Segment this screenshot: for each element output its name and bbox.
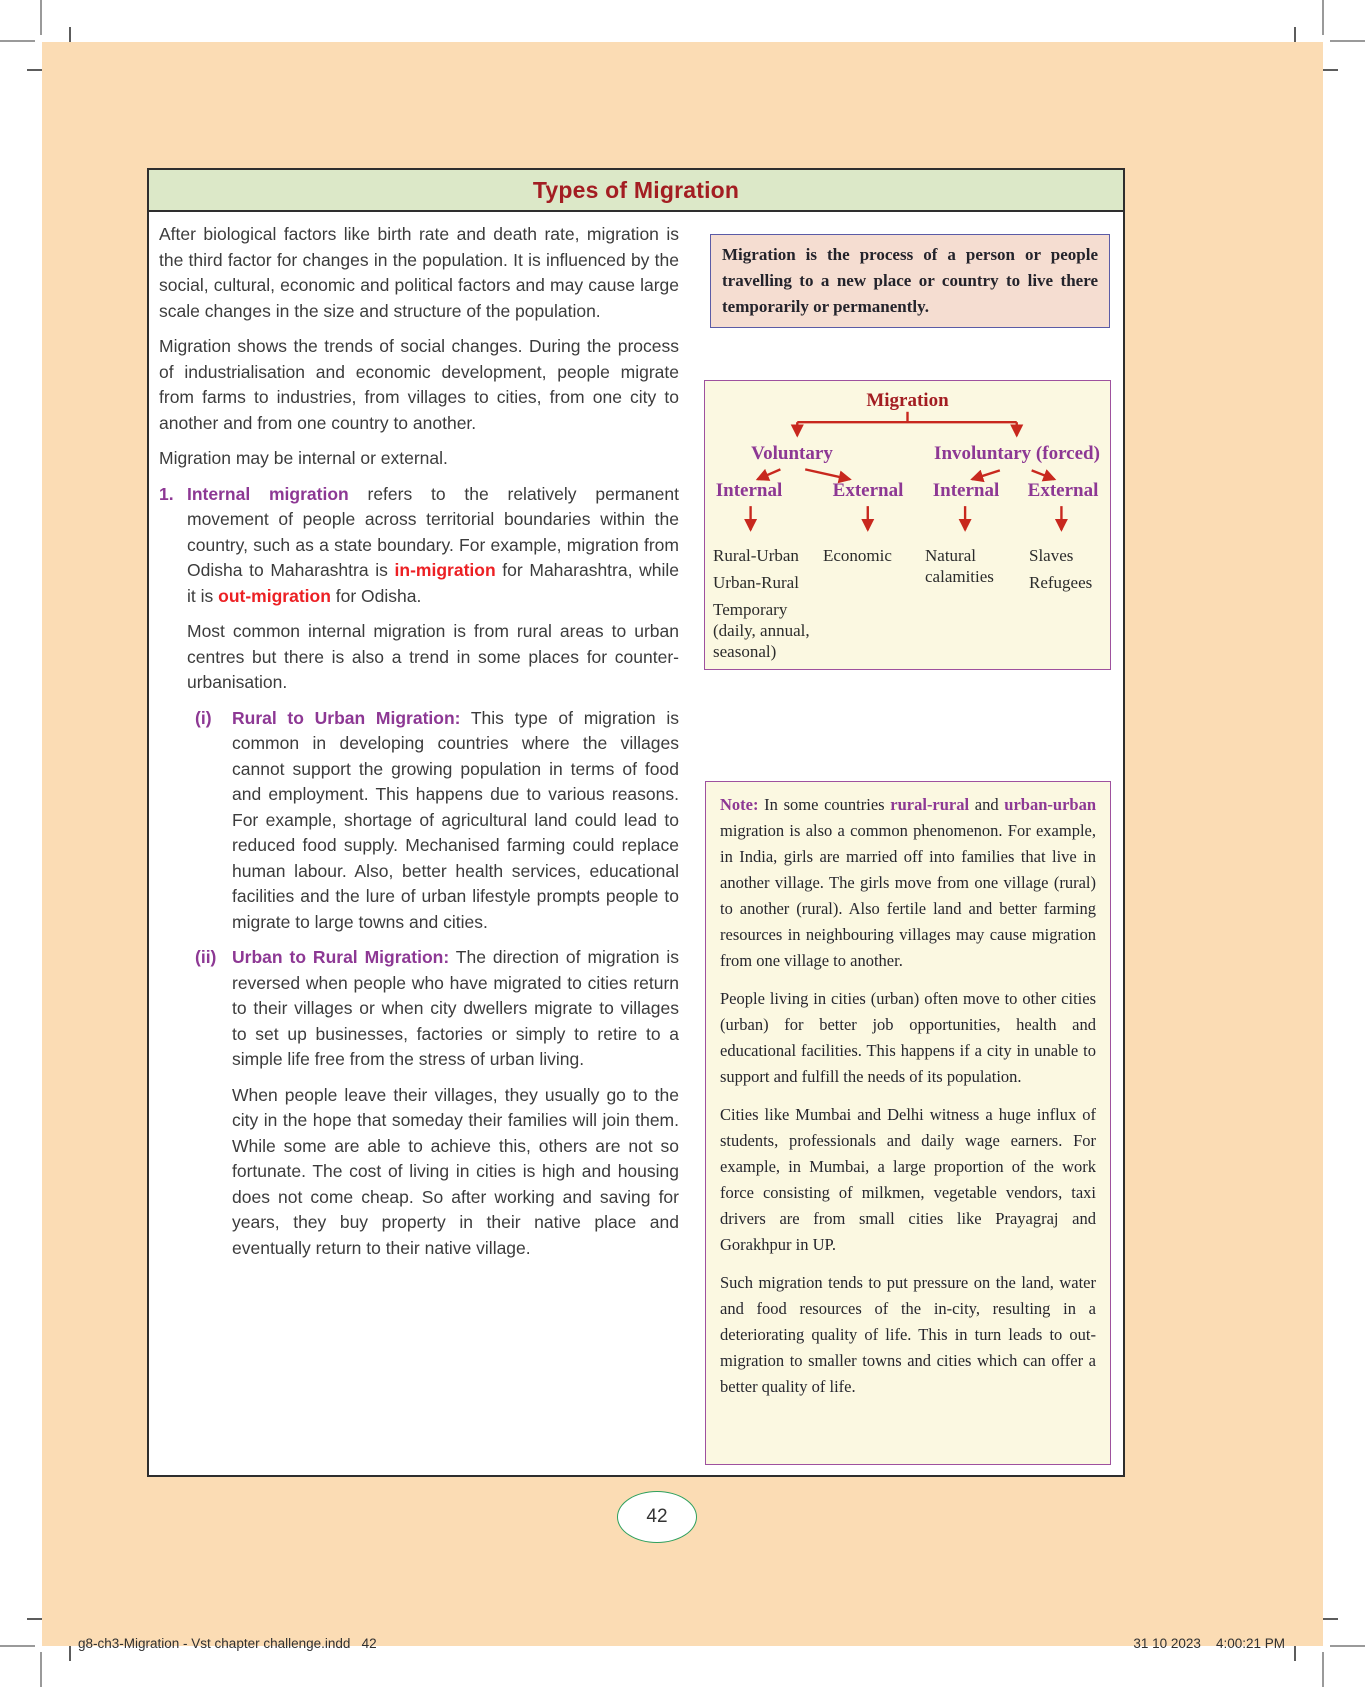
section-header [149, 170, 1123, 212]
note-paragraph-4: Such migration tends to put pressure on the land, water and food resources of the in-city, resulting in a deteriorating quality of life. This in turn leads to out-migration to smaller towns and cities which can offer a better quality of life. [720, 1273, 1096, 1396]
flowchart-voluntary-label: Voluntary [751, 443, 833, 464]
leaf-item: Urban-Rural [713, 573, 799, 592]
footer-filename: g8-ch3-Migration - Vst chapter challenge.indd 42 [78, 1636, 377, 1651]
content-frame [147, 168, 1125, 1477]
flowchart-leaf-involuntary-external [1029, 545, 1113, 599]
flowchart-involuntary-internal-label: Internal [932, 480, 1000, 501]
flowchart-involuntary-label: Involuntary (forced) [934, 443, 1100, 464]
term-urban-to-rural: Urban to Rural Migration: [232, 947, 450, 967]
migration-flowchart [704, 380, 1111, 670]
flowchart-voluntary-external-label: External [832, 480, 904, 501]
paragraph-internal-external: Migration may be internal or external. [159, 448, 448, 468]
crop-mark [1330, 40, 1365, 42]
crop-mark [40, 0, 42, 35]
sub-item-text: The direction of migration is reversed when people who have migrated to cities return to their villages or when city dwellers migrate to villages to set up businesses, factories or simply to retire to a simple life free from the stress of urban living. [232, 947, 679, 1069]
note-text: In some countries [758, 795, 891, 814]
note-paragraph-1 [720, 792, 1096, 974]
leaf-item: Economic [823, 546, 892, 565]
note-paragraph-2: People living in cities (urban) often move to other cities (urban) for better job opportunities, health and educational facilities. This happens if a city in unable to support and fulfill the needs of its population. [720, 989, 1096, 1086]
flowchart-voluntary-internal-label: Internal [715, 480, 783, 501]
sub-item-text: This type of migration is common in developing countries where the villages cannot support the growing population in terms of food and employment. This happens due to various reasons. For example, shortage of agricultural land could lead to reduced food supply. Mechanised farming could replace human labour. Also, better health services, educational facilities and the lure of urban lifestyle prompts people to migrate to large towns and cities. [232, 707, 680, 932]
term-in-migration: in-migration [394, 560, 496, 580]
flowchart-root-label: Migration [866, 390, 949, 411]
list-item-text: for Odisha. [330, 585, 422, 606]
crop-mark [40, 1652, 42, 1687]
note-box [705, 781, 1111, 1465]
term-internal-migration: Internal migration [187, 483, 349, 504]
list-item-text: refers to the relatively permanent movement of people across territorial boundaries within the country, such as a state boundary. For example, migration from Odisha to Maharashtra is [187, 483, 679, 580]
note-text: and [969, 795, 1005, 814]
sub-item-marker: (ii) [195, 947, 217, 967]
page-title: Types of Migration [532, 176, 740, 203]
note-paragraph-3: Cities like Mumbai and Delhi witness a huge influx of students, professionals and daily wage earners. For example, in Mumbai, a large proportion of the work force consisting of milkmen, vegetable vendors, taxi drivers are from small cities like Prayagraj and Gorakhpur in UP. [720, 1105, 1096, 1254]
term-rural-to-urban: Rural to Urban Migration: [232, 707, 461, 728]
sub-item-urban-to-rural [159, 945, 679, 1073]
definition-box [710, 234, 1110, 328]
paragraph-intro: After biological factors like birth rate and death rate, migration is the third factor for changes in the population. It is influenced by the social, cultural, economic and political factors and may cause large scale changes in the size and structure of the population. [159, 224, 679, 321]
leaf-item: Temporary (daily, annual, seasonal) [713, 600, 810, 661]
page-number-badge [617, 1491, 697, 1543]
leaf-item: Slaves [1029, 546, 1074, 565]
crop-mark [0, 40, 35, 42]
sub-item-marker: (i) [195, 707, 212, 728]
crop-mark [1322, 0, 1324, 35]
paragraph-counter-urbanisation: Most common internal migration is from rural areas to urban centres but there is also a trend in some places for counter-urbanisation. [187, 621, 679, 692]
definition-text: Migration is the process of a person or people travelling to a new place or country to live there temporarily or permanently. [722, 245, 1098, 316]
leaf-item: Refugees [1029, 573, 1093, 592]
note-text: migration is also a common phenomenon. For example, in India, girls are married off into families that live in another village. The girls move from one village (rural) to another (rural). Also fertile land and better farming resources in neighbouring villages may cause migration from one village to another. [720, 821, 1096, 970]
footer-timestamp: 31 10 2023 4:00:21 PM [1133, 1636, 1285, 1651]
flowchart-leaf-voluntary-external [823, 545, 915, 572]
left-column [159, 222, 679, 1271]
crop-mark [1322, 1652, 1324, 1687]
flowchart-leaf-involuntary-internal [925, 545, 1020, 593]
paragraph-leaving-villages: When people leave their villages, they usually go to the city in the hope that someday their families will join them. While some are able to achieve this, others are not so fortunate. The cost of living in cities is high and housing does not come cheap. So after working and saving for years, they buy property in their native place and eventually return to their native village. [232, 1084, 679, 1258]
leaf-item: Natural calamities [925, 546, 994, 586]
crop-mark [1330, 1645, 1365, 1647]
leaf-item: Rural-Urban [713, 546, 799, 565]
flowchart-involuntary-external-label: External [1027, 480, 1099, 501]
note-label: Note: [720, 795, 759, 814]
list-item-internal-migration [159, 482, 679, 610]
flowchart-leaf-voluntary-internal [713, 545, 817, 668]
list-number: 1. [159, 483, 174, 504]
page-number: 42 [646, 1506, 668, 1527]
list-item-text: for Maharashtra, while it is [187, 560, 679, 606]
term-urban-urban: urban-urban [1004, 795, 1096, 814]
sub-item-rural-to-urban [159, 706, 679, 936]
crop-mark [0, 1645, 35, 1647]
term-out-migration: out-migration [218, 585, 331, 606]
term-rural-rural: rural-rural [890, 795, 970, 814]
paragraph-trends: Migration shows the trends of social changes. During the process of industrialisation and economic development, people migrate from farms to industries, from villages to cities, from one city to another and from one country to another. [159, 336, 679, 433]
